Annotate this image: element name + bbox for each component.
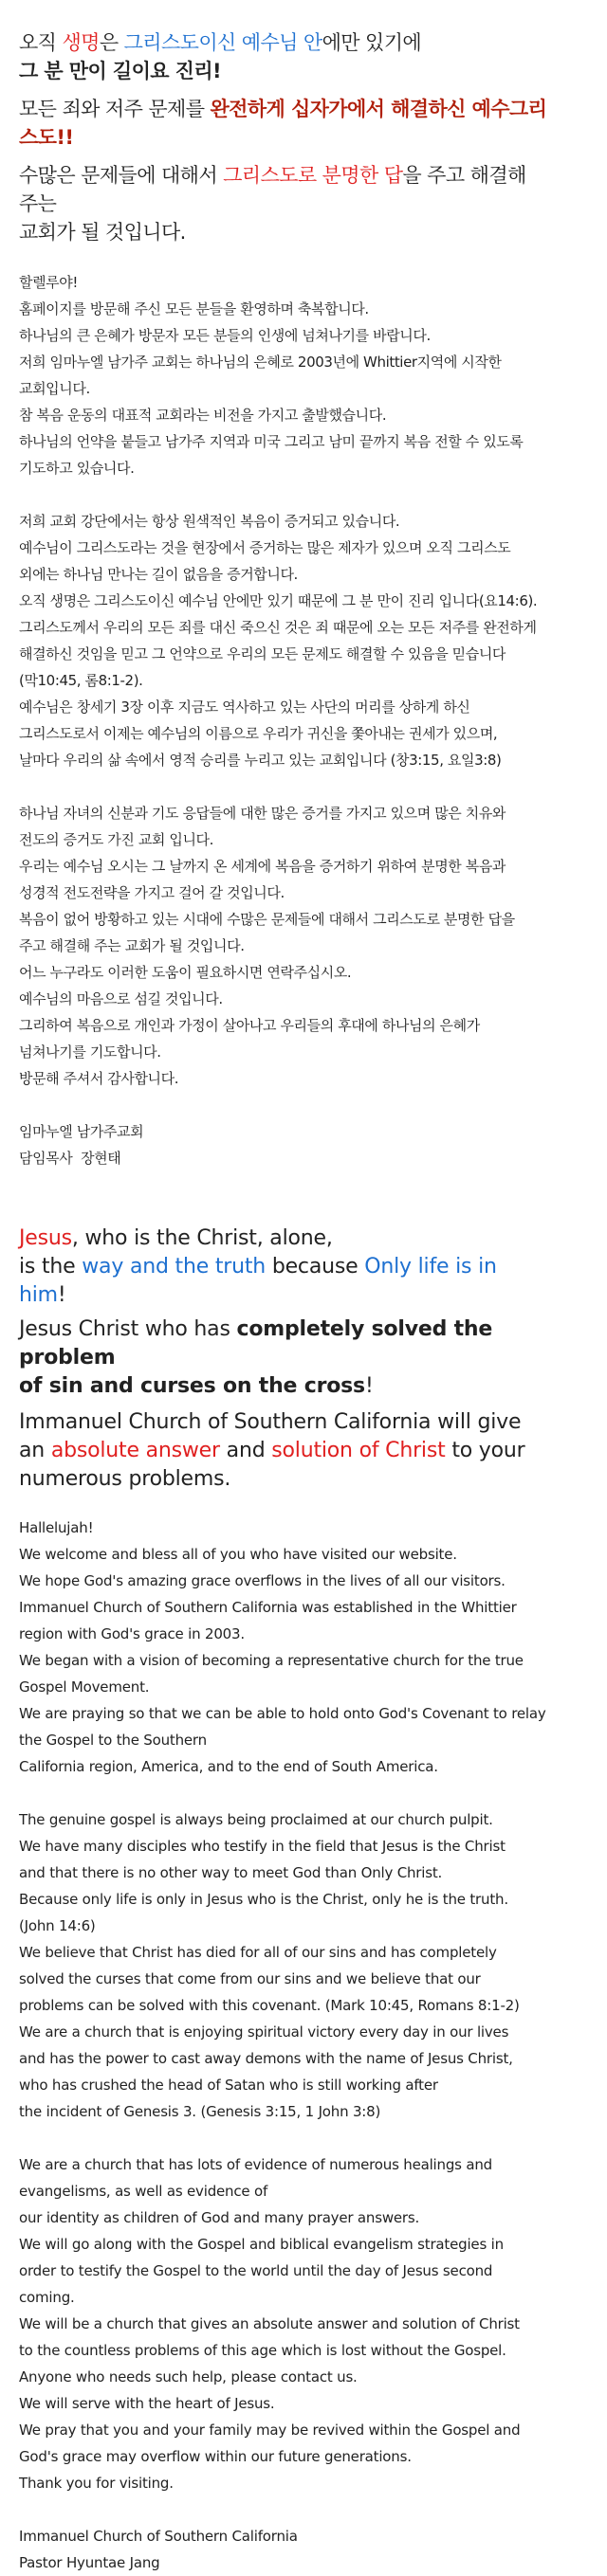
heading-bold: completely solved the problem <box>19 1317 493 1370</box>
english-heading-block-3 <box>19 1408 550 1494</box>
text-line: (막10:45, 롬8:1-2). <box>19 672 143 689</box>
english-heading-line-4 <box>19 1372 550 1401</box>
korean-heading-line-4 <box>19 161 550 218</box>
text-line: evangelisms, as well as evidence of <box>19 2183 268 2200</box>
heading-text: ! <box>57 1283 66 1307</box>
text-line: 홈페이지를 방문해 주신 모든 분들을 환영하며 축복합니다. <box>19 300 369 317</box>
text-line: 성경적 전도전략을 가지고 걸어 갈 것입니다. <box>19 884 285 901</box>
paragraph-gap <box>19 2125 550 2151</box>
heading-highlight-way: way and the truth <box>82 1255 267 1279</box>
heading-text: ! <box>364 1374 374 1398</box>
text-line: California region, America, and to the end of South America. <box>19 1758 438 1775</box>
korean-heading-block-3 <box>19 161 550 246</box>
paragraph-gap <box>19 1092 550 1118</box>
text-line: We are praying so that we can be able to hold onto God's Covenant to relay <box>19 1705 546 1722</box>
text-line: We pray that you and your family may be revived within the Gospel and <box>19 2422 521 2439</box>
text-line: 복음이 없어 방황하고 있는 시대에 수많은 문제들에 대해서 그리스도로 분명한 답을 <box>19 911 515 928</box>
text-line: We hope God's amazing grace overflows in the lives of all our visitors. <box>19 1572 506 1589</box>
english-heading-line-6 <box>19 1437 550 1465</box>
english-heading-line-2 <box>19 1253 550 1310</box>
text-line: We believe that Christ has died for all of our sins and has completely <box>19 1944 497 1961</box>
text-line: 외에는 하나님 만나는 길이 없음을 증거합니다. <box>19 566 298 583</box>
heading-highlight-answer: absolute answer <box>50 1439 220 1462</box>
heading-highlight-solution: solution of Christ <box>271 1439 446 1462</box>
text-line: We are a church that has lots of evidence of numerous healings and <box>19 2156 492 2173</box>
text-line: region with God's grace in 2003. <box>19 1625 245 1642</box>
korean-heading-line-1 <box>19 28 550 57</box>
text-line: our identity as children of God and many prayer answers. <box>19 2209 420 2226</box>
heading-text: Jesus Christ who has <box>19 1317 237 1341</box>
english-signature <box>19 2523 550 2576</box>
heading-text: and <box>219 1439 272 1462</box>
text-line: 예수님이 그리스도라는 것을 현장에서 증거하는 많은 제자가 있으며 오직 그리스도 <box>19 539 511 556</box>
text-line: coming. <box>19 2289 75 2306</box>
heading-text: because <box>266 1255 365 1279</box>
text-line: 참 복음 운동의 대표적 교회라는 비전을 가지고 출발했습니다. <box>19 407 387 424</box>
heading-text: 모든 죄와 저주 문제를 <box>19 98 211 120</box>
text-line: 어느 누구라도 이러한 도움이 필요하시면 연락주십시오. <box>19 964 352 981</box>
english-heading-block-1 <box>19 1225 550 1310</box>
korean-paragraph <box>19 508 550 773</box>
paragraph-gap <box>19 1780 550 1806</box>
church-name: 임마누엘 남가주교회 <box>19 1123 144 1140</box>
heading-text: 수많은 문제들에 대해서 <box>19 164 224 187</box>
heading-highlight-cross: 완전하게 십자가에서 해결하신 예수그리스도!! <box>19 98 547 149</box>
paragraph-gap <box>19 2496 550 2523</box>
text-line: Because only life is only in Jesus who is the Christ, only he is the truth. <box>19 1891 508 1908</box>
text-line: We have many disciples who testify in the field that Jesus is the Christ <box>19 1838 506 1855</box>
heading-highlight-answer: 그리스도로 분명한 답 <box>223 164 403 187</box>
english-heading-block-2 <box>19 1315 550 1401</box>
heading-highlight-life: Only life is in him <box>19 1255 497 1307</box>
korean-greeting <box>19 269 550 1171</box>
text-line: order to testify the Gospel to the world until the day of Jesus second <box>19 2262 493 2279</box>
pastor-name: 담임목사 장현태 <box>19 1150 121 1167</box>
english-greeting <box>19 1515 550 2576</box>
english-heading-line-3 <box>19 1315 550 1372</box>
text-line: problems can be solved with this covenant. (Mark 10:45, Romans 8:1-2) <box>19 1997 520 2014</box>
english-paragraph <box>19 1806 550 2125</box>
paragraph-gap <box>19 481 550 508</box>
text-line: We began with a vision of becoming a representative church for the true <box>19 1652 524 1669</box>
text-line: 교회입니다. <box>19 380 90 397</box>
text-line: We will go along with the Gospel and biblical evangelism strategies in <box>19 2236 504 2253</box>
text-line: Hallelujah! <box>19 1519 94 1536</box>
text-line: 하나님의 큰 은혜가 방문자 모든 분들의 인생에 넘쳐나기를 바랍니다. <box>19 327 431 344</box>
text-line: 날마다 우리의 삶 속에서 영적 승리를 누리고 있는 교회입니다 (창3:15, 요일3:8) <box>19 752 502 769</box>
text-line: Thank you for visiting. <box>19 2475 174 2492</box>
english-paragraph <box>19 1515 550 1780</box>
text-line: and has the power to cast away demons with the name of Jesus Christ, <box>19 2050 513 2067</box>
pastor-name: Pastor Hyuntae Jang <box>19 2554 160 2571</box>
text-line: 우리는 예수님 오시는 그 날까지 온 세계에 복음을 증거하기 위하여 분명한 복음과 <box>19 858 506 875</box>
english-heading <box>19 1225 550 1494</box>
text-line: 그리하여 복음으로 개인과 가정이 살아나고 우리들의 후대에 하나님의 은혜가 <box>19 1017 480 1034</box>
text-line: We will be a church that gives an absolute answer and solution of Christ <box>19 2315 520 2332</box>
text-line: 저희 임마누엘 남가주 교회는 하나님의 은혜로 2003년에 Whittier지역에 시작한 <box>19 354 502 371</box>
heading-highlight-jesus: 그리스도이신 예수님 안 <box>123 31 322 54</box>
heading-text: is the <box>19 1255 83 1279</box>
text-line: 예수님은 창세기 3장 이후 지금도 역사하고 있는 사단의 머리를 상하게 하신 <box>19 698 470 716</box>
heading-text: 은 <box>99 31 124 54</box>
heading-text: 에만 있기에 <box>322 31 422 54</box>
text-line: 하나님의 언약을 붙들고 남가주 지역과 미국 그리고 남미 끝까지 복음 전할 수 있도록 <box>19 433 524 450</box>
english-heading-line-1 <box>19 1225 550 1253</box>
text-line: the Gospel to the Southern <box>19 1732 207 1749</box>
heading-text: , who is the Christ, alone, <box>71 1226 333 1250</box>
text-line: 하나님 자녀의 신분과 기도 응답들에 대한 많은 증거를 가지고 있으며 많은 치유와 <box>19 805 506 822</box>
text-line: who has crushed the head of Satan who is still working after <box>19 2077 438 2094</box>
text-line: 해결하신 것임을 믿고 그 언약으로 우리의 모든 문제도 해결할 수 있음을 믿습니다 <box>19 645 506 662</box>
text-line: and that there is no other way to meet God than Only Christ. <box>19 1864 443 1881</box>
text-line: 할렐루야! <box>19 274 78 291</box>
text-line: 그리스도께서 우리의 모든 죄를 대신 죽으신 것은 죄 때문에 오는 모든 저주를 완전하게 <box>19 619 537 636</box>
text-line: the incident of Genesis 3. (Genesis 3:15, 1 John 3:8) <box>19 2103 381 2120</box>
church-name: Immanuel Church of Southern California <box>19 2528 298 2545</box>
text-line: The genuine gospel is always being proclaimed at our church pulpit. <box>19 1811 493 1828</box>
text-line: solved the curses that come from our sins and we believe that our <box>19 1970 481 1987</box>
text-line: to the countless problems of this age which is lost without the Gospel. <box>19 2342 506 2359</box>
text-line: (John 14:6) <box>19 1917 96 1934</box>
heading-bold: of sin and curses on the cross <box>19 1374 365 1398</box>
english-paragraph <box>19 2151 550 2496</box>
heading-highlight-jesus: Jesus <box>19 1226 72 1250</box>
heading-text: 오직 <box>19 31 63 54</box>
text-line: 예수님의 마음으로 섬길 것입니다. <box>19 990 223 1007</box>
text-line: God's grace may overflow within our future generations. <box>19 2448 412 2465</box>
korean-paragraph <box>19 269 550 481</box>
text-line: 주고 해결해 주는 교회가 될 것입니다. <box>19 937 245 954</box>
text-line: 넘쳐나기를 기도합니다. <box>19 1043 161 1061</box>
korean-heading-line-2: 그 분 만이 길이요 진리! <box>19 60 221 82</box>
korean-heading-block-1 <box>19 28 550 85</box>
text-line: 오직 생명은 그리스도이신 예수님 안에만 있기 때문에 그 분 만이 진리 입니다(요14:6). <box>19 592 538 609</box>
text-line: 저희 교회 강단에서는 항상 원색적인 복음이 증거되고 있습니다. <box>19 513 400 530</box>
paragraph-gap <box>19 773 550 800</box>
english-heading-line-7: numerous problems. <box>19 1467 231 1491</box>
text-line: 그리스도로서 이제는 예수님의 이름으로 우리가 귀신을 쫓아내는 권세가 있으며, <box>19 725 498 742</box>
korean-heading-line-5: 교회가 될 것입니다. <box>19 221 186 244</box>
korean-heading <box>19 28 550 246</box>
heading-text: 을 주고 해결해 주는 <box>19 164 526 215</box>
text-line: We will serve with the heart of Jesus. <box>19 2395 275 2412</box>
heading-text: to your <box>445 1439 525 1462</box>
korean-paragraph <box>19 800 550 1092</box>
korean-signature <box>19 1118 550 1171</box>
text-line: We welcome and bless all of you who have visited our website. <box>19 1546 457 1563</box>
korean-heading-block-2 <box>19 95 550 152</box>
heading-highlight-life: 생명 <box>62 31 100 54</box>
text-line: 전도의 증거도 가진 교회 입니다. <box>19 831 214 848</box>
text-line: Gospel Movement. <box>19 1678 150 1696</box>
text-line: 방문해 주셔서 감사합니다. <box>19 1070 179 1087</box>
text-line: Anyone who needs such help, please contact us. <box>19 2368 358 2386</box>
text-line: We are a church that is enjoying spiritual victory every day in our lives <box>19 2023 509 2041</box>
english-heading-line-5: Immanuel Church of Southern California will give <box>19 1410 522 1434</box>
heading-text: an <box>19 1439 51 1462</box>
text-line: 기도하고 있습니다. <box>19 460 135 477</box>
text-line: Immanuel Church of Southern California was established in the Whittier <box>19 1599 517 1616</box>
